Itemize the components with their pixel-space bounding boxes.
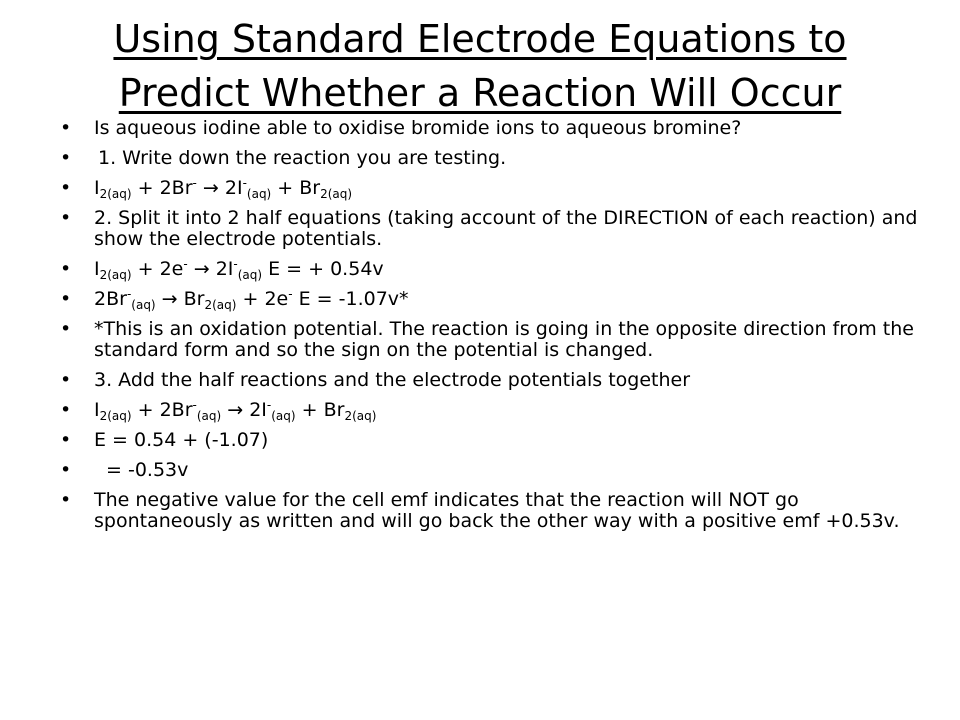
equation: $I_{2(aq)} + 2e^- \to 2I^-_{(aq)}$ E = + 0.54v (94, 257, 384, 282)
bullet-marker: • (60, 288, 72, 310)
bullet-list (60, 118, 920, 541)
bullet-step-2 (60, 208, 920, 250)
bullet-text: 2. Split it into 2 half equations (taking account of the DIRECTION of each reaction) and show the electrode potentials. (94, 207, 918, 250)
bullet-marker: • (60, 459, 72, 481)
bullet-half-equation-2 (60, 289, 920, 310)
bullet-text: *This is an oxidation potential. The reaction is going in the opposite direction from the standard form and so the sign on the potential is changed. (94, 318, 914, 361)
bullet-marker: • (60, 207, 72, 229)
bullet-overall-equation (60, 178, 920, 199)
bullet-marker: • (60, 117, 72, 139)
bullet-text: = -0.53v (106, 459, 189, 481)
bullet-marker: • (60, 369, 72, 391)
bullet-marker: • (60, 489, 72, 511)
bullet-marker: • (60, 318, 72, 340)
bullet-text: The negative value for the cell emf indicates that the reaction will NOT go spontaneously as written and will go back the other way with a positive emf +0.53v. (94, 489, 900, 532)
bullet-text: 3. Add the half reactions and the electrode potentials together (94, 369, 691, 391)
bullet-step-3 (60, 370, 920, 391)
bullet-marker: • (60, 399, 72, 421)
bullet-oxidation-note (60, 319, 920, 361)
slide-title (40, 12, 920, 120)
bullet-text: 1. Write down the reaction you are testing. (98, 147, 507, 169)
bullet-conclusion (60, 490, 920, 532)
bullet-marker: • (60, 147, 72, 169)
bullet-half-equation-1 (60, 259, 920, 280)
title-line-1: Using Standard Electrode Equations to (113, 17, 847, 61)
bullet-marker: • (60, 429, 72, 451)
bullet-combined-equation (60, 400, 920, 421)
bullet-marker: • (60, 177, 72, 199)
bullet-step-1 (60, 148, 920, 169)
equation: $I_{2(aq)} + 2Br^-_{(aq)} \to 2I^-_{(aq)} + Br_{2(aq)}$ (94, 398, 377, 423)
equation: $2Br^-_{(aq)} \to Br_{2(aq)} + 2e^-$ E = -1.07v* (94, 287, 409, 312)
equation: $I_{2(aq)} + 2Br^- \to 2I^-_{(aq)} + Br_{2(aq)}$ (94, 176, 353, 201)
bullet-question (60, 118, 920, 139)
bullet-text: E = 0.54 + (-1.07) (94, 429, 269, 451)
bullet-emf-sum (60, 430, 920, 451)
bullet-emf-result (60, 460, 920, 481)
bullet-text: Is aqueous iodine able to oxidise bromide ions to aqueous bromine? (94, 117, 742, 139)
bullet-marker: • (60, 258, 72, 280)
title-line-2: Predict Whether a Reaction Will Occur (118, 71, 842, 115)
